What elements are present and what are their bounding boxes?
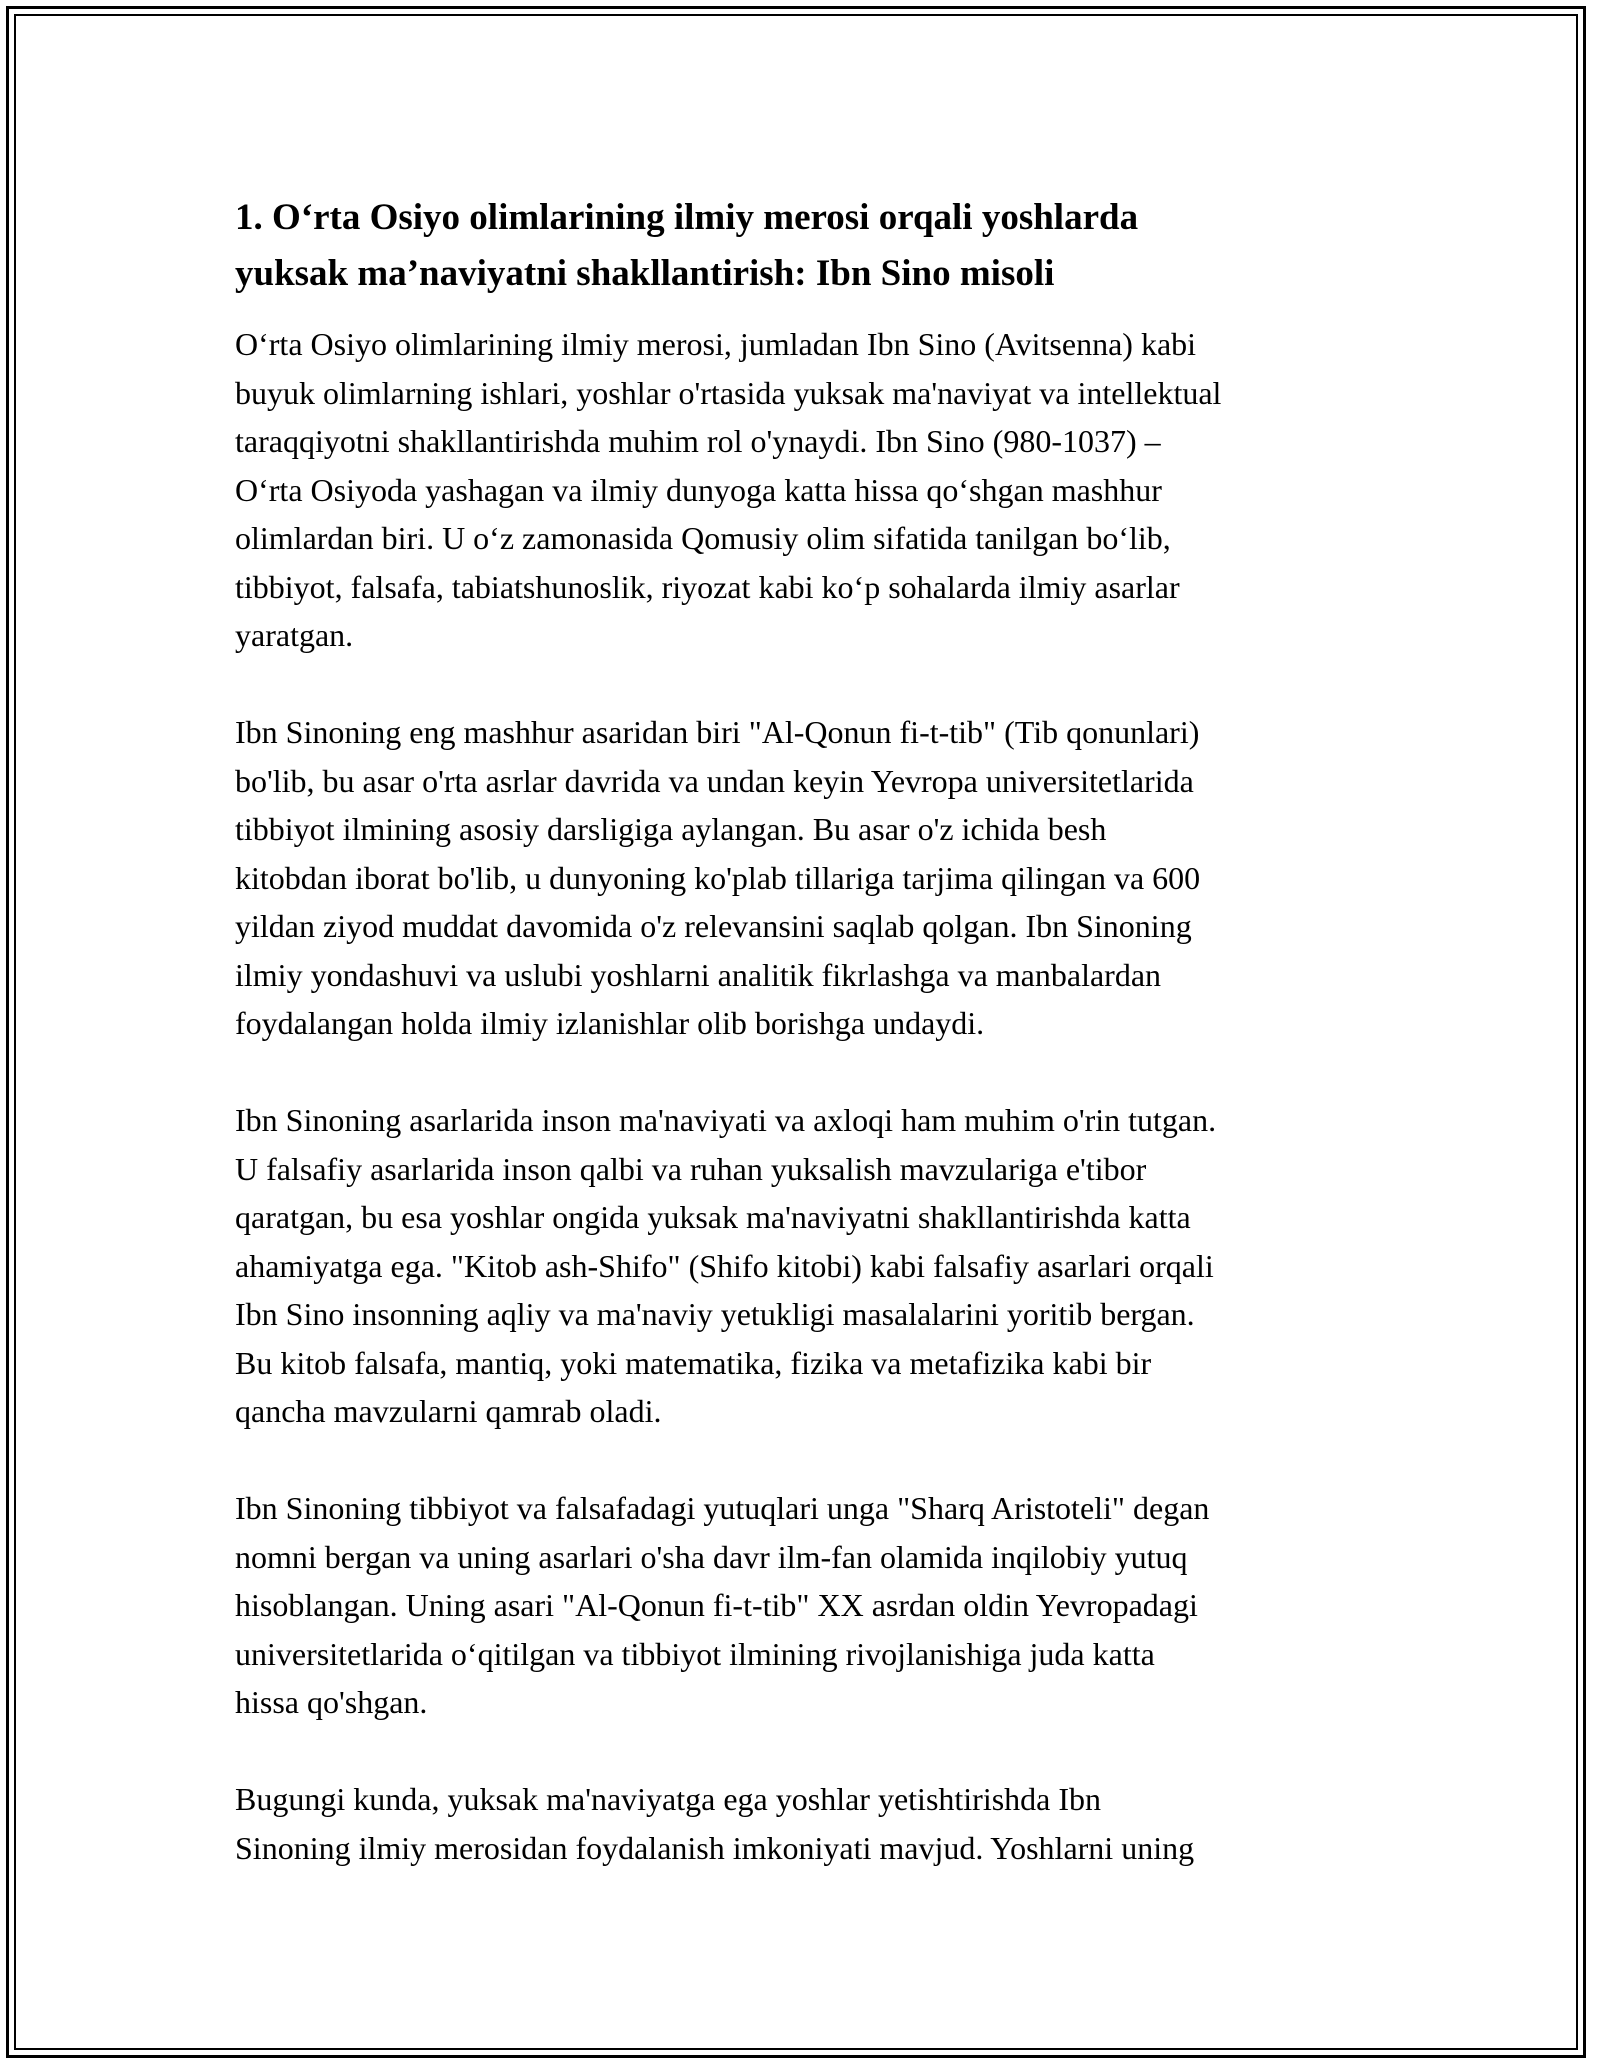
paragraph-line: olimlardan biri. U o‘z zamonasida Qomusiy olim sifatida tanilgan bo‘lib, (235, 520, 1171, 556)
paragraph-line: kitobdan iborat bo'lib, u dunyoning ko'plab tillariga tarjima qilingan va 600 (235, 859, 1201, 896)
paragraph-line: O‘rta Osiyoda yashagan va ilmiy dunyoga katta hissa qo‘shgan mashhur (235, 471, 1162, 508)
paragraph-line: foydalangan holda ilmiy izlanishlar olib borishga undaydi. (235, 1005, 985, 1041)
paragraph-line: qancha mavzularni qamrab oladi. (235, 1393, 662, 1429)
paragraph-4 (235, 1484, 1385, 1727)
paragraph-line: bo'lib, bu asar o'rta asrlar davrida va undan keyin Yevropa universitetlarida (235, 762, 1194, 799)
paragraph-line: Sinoning ilmiy merosidan foydalanish imkoniyati mavjud. Yoshlarni uning (235, 1829, 1195, 1866)
paragraph-line: Bugungi kunda, yuksak ma'naviyatga ega yoshlar yetishtirishda Ibn (235, 1781, 1102, 1817)
paragraph-line: hisoblangan. Uning asari "Al-Qonun fi-t-tib" XX asrdan oldin Yevropadagi (235, 1587, 1198, 1623)
paragraph-line: tibbiyot, falsafa, tabiatshunoslik, riyozat kabi ko‘p sohalarda ilmiy asarlar (235, 568, 1180, 605)
paragraph-line: taraqqiyotni shakllantirishda muhim rol o'ynaydi. Ibn Sino (980-1037) – (235, 423, 1161, 459)
paragraph-line: Ibn Sinoning eng mashhur asaridan biri "Al-Qonun fi-t-tib" (Tib qonunlari) (235, 714, 1200, 750)
paragraph-line: Ibn Sinoning tibbiyot va falsafadagi yutuqlari unga "Sharq Aristoteli" degan (235, 1490, 1210, 1526)
heading-line: yuksak ma’naviyatni shakllantirish: Ibn Sino misoli (235, 253, 1055, 294)
paragraph-line: ahamiyatga ega. "Kitob ash-Shifo" (Shifo kitobi) kabi falsafiy asarlari orqali (235, 1247, 1214, 1284)
paragraph-line: qaratgan, bu esa yoshlar ongida yuksak ma'naviyatni shakllantirishda katta (235, 1199, 1191, 1235)
paragraph-line: O‘rta Osiyo olimlarining ilmiy merosi, jumladan Ibn Sino (Avitsenna) kabi (235, 326, 1197, 362)
paragraph-line: ilmiy yondashuvi va uslubi yoshlarni analitik fikrlashga va manbalardan (235, 956, 1162, 993)
paragraph-1 (235, 320, 1385, 660)
paragraph-line: tibbiyot ilmining asosiy darsligiga aylangan. Bu asar o'z ichida besh (235, 811, 1107, 847)
paragraph-line: nomni bergan va uning asarlari o'sha davr ilm-fan olamida inqilobiy yutuq (235, 1538, 1188, 1575)
paragraph-3 (235, 1096, 1385, 1436)
paragraph-line: Ibn Sinoning asarlarida inson ma'naviyati va axloqi ham muhim o'rin tutgan. (235, 1102, 1217, 1138)
paragraph-line: universitetlarida o‘qitilgan va tibbiyot ilmining rivojlanishiga juda katta (235, 1635, 1155, 1672)
paragraph-5 (235, 1775, 1385, 1872)
paragraph-line: buyuk olimlarning ishlari, yoshlar o'rtasida yuksak ma'naviyat va intellektual (235, 374, 1222, 411)
paragraph-line: hissa qo'shgan. (235, 1684, 428, 1720)
paragraph-line: yaratgan. (235, 617, 354, 653)
heading-line: 1. O‘rta Osiyo olimlarining ilmiy merosi orqali yoshlarda (235, 197, 1139, 238)
document-body (235, 190, 1385, 1921)
paragraph-line: yildan ziyod muddat davomida o'z relevansini saqlab qolgan. Ibn Sinoning (235, 908, 1192, 944)
paragraph-line: Bu kitob falsafa, mantiq, yoki matematika, fizika va metafizika kabi bir (235, 1344, 1152, 1381)
section-heading (235, 190, 1385, 302)
paragraph-line: Ibn Sino insonning aqliy va ma'naviy yetukligi masalalarini yoritib bergan. (235, 1296, 1195, 1332)
paragraph-line: U falsafiy asarlarida inson qalbi va ruhan yuksalish mavzulariga e'tibor (235, 1150, 1147, 1187)
paragraph-2 (235, 708, 1385, 1048)
